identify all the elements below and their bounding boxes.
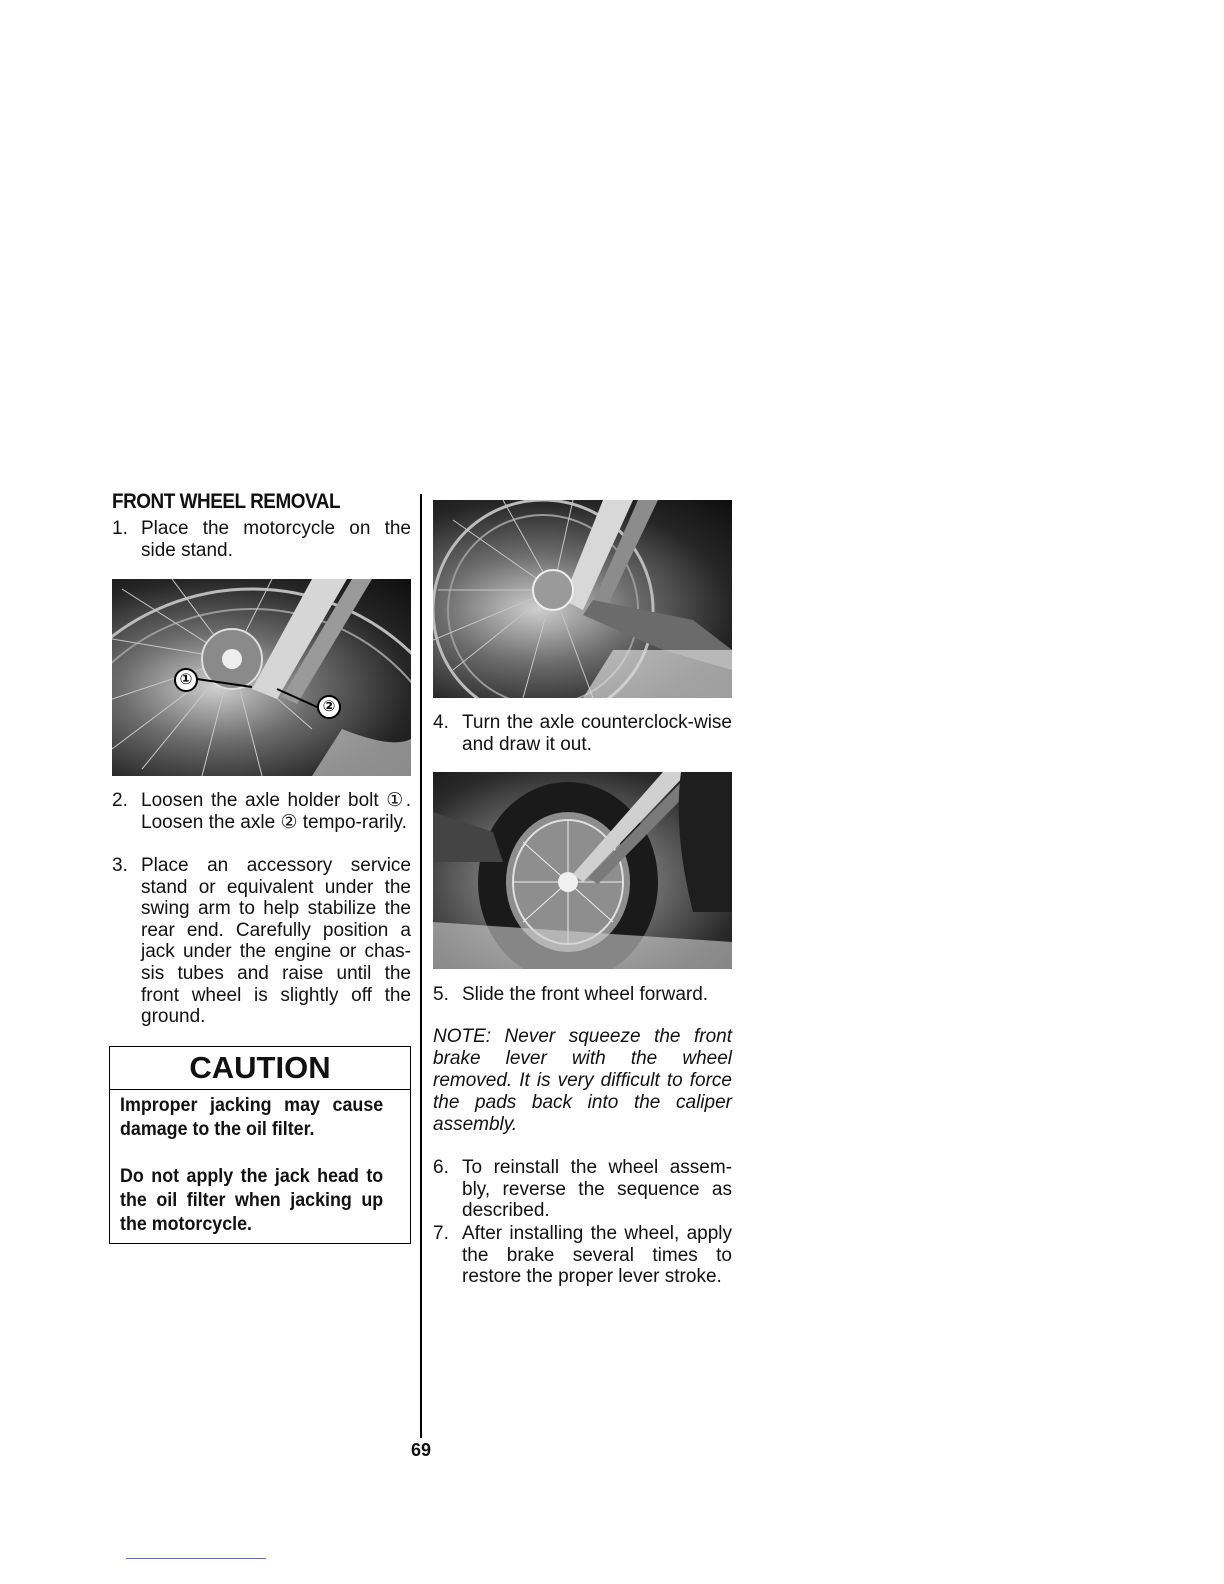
step-text: Place the motorcycle on the side stand.: [141, 518, 411, 561]
step-number: 6.: [433, 1157, 449, 1178]
step-text: Place an accessory service stand or equivalent under the swing arm to help stabilize the rear end. Carefully position a jack under the engine or chas-sis tubes and raise until the front wheel is slightly off the ground.: [141, 855, 411, 1028]
page-edge-line: [126, 1558, 266, 1559]
axle-removal-drawing: [433, 500, 732, 698]
page-number: 69: [411, 1440, 432, 1460]
step-3: [112, 855, 412, 1031]
step-5: [433, 984, 733, 1006]
step-number: 3.: [112, 855, 128, 876]
wheel-slide-drawing: [433, 772, 732, 969]
photo-axle-holder: [112, 579, 411, 776]
step-number: 7.: [433, 1223, 449, 1244]
step-4: [433, 712, 733, 756]
caution-box: [109, 1046, 411, 1244]
photo-wheel-slide: [433, 772, 732, 969]
caution-paragraph-2: Do not apply the jack head to the oil filter when jacking up the motorcycle.: [120, 1166, 384, 1235]
step-number: 1.: [112, 518, 128, 539]
step-text: Slide the front wheel forward.: [462, 984, 709, 1005]
step-text: After installing the wheel, apply the brake several times to restore the proper lever stroke.: [462, 1223, 732, 1288]
caution-paragraph-1: Improper jacking may cause damage to the oil filter.: [120, 1095, 384, 1140]
callout-2: ②: [317, 695, 341, 719]
wheel-spokes-drawing: [112, 579, 411, 776]
column-divider: [420, 494, 422, 1438]
step-6: [433, 1157, 733, 1223]
step-text: Loosen the axle holder bolt ①. Loosen the axle ② tempo-rarily.: [141, 790, 411, 833]
step-number: 2.: [112, 790, 128, 811]
note-text: NOTE: Never squeeze the front brake lever with the wheel removed. It is very difficult to force the pads back into the caliper assembly.: [433, 1026, 732, 1135]
step-number: 4.: [433, 712, 449, 733]
step-2: [112, 790, 412, 856]
photo-axle-removal: [433, 500, 732, 698]
step-text: Turn the axle counterclock-wise and draw it out.: [462, 712, 732, 755]
step-text: To reinstall the wheel assem-bly, reverse the sequence as described.: [462, 1157, 732, 1222]
section-heading: FRONT WHEEL REMOVAL: [112, 490, 341, 513]
step-1: [112, 518, 412, 562]
step-7: [433, 1223, 733, 1311]
step-number: 5.: [433, 984, 449, 1005]
callout-1: ①: [174, 668, 198, 692]
caution-title: CAUTION: [110, 1047, 410, 1090]
